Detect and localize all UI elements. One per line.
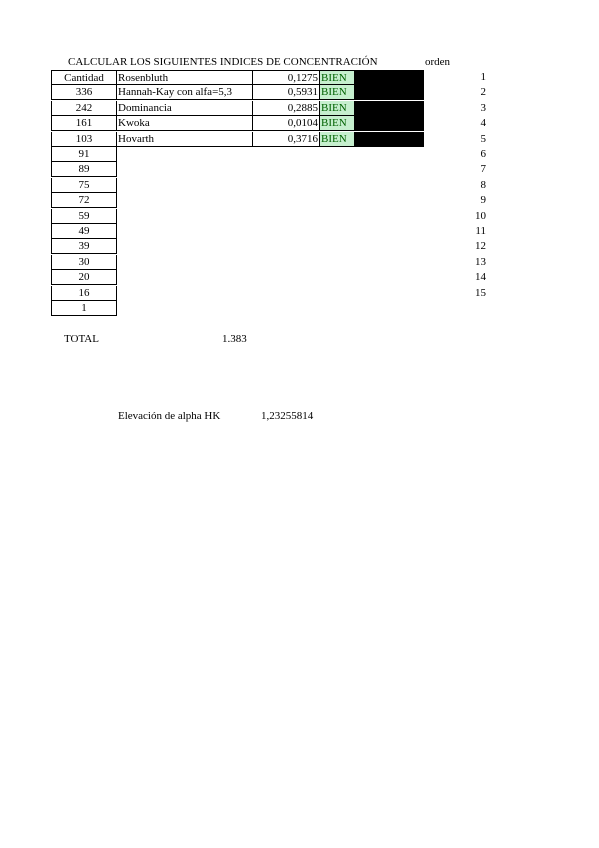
status-badge: BIEN	[320, 70, 354, 85]
orden-number: 7	[480, 163, 486, 176]
orden-number: 3	[480, 101, 486, 114]
quantity-cell: 1	[51, 301, 117, 316]
status-badge: BIEN	[320, 101, 354, 116]
index-value-cell: 0,2885	[252, 101, 320, 116]
orden-number: 9	[480, 194, 486, 207]
filled-cell	[354, 132, 424, 147]
alpha-value: 1,23255814	[261, 410, 314, 422]
orden-number: 5	[480, 132, 486, 145]
index-name-cell: Dominancia	[116, 101, 253, 116]
status-badge: BIEN	[320, 116, 354, 131]
quantity-header: Cantidad	[51, 70, 117, 85]
quantity-cell: 242	[51, 101, 117, 116]
orden-number: 12	[475, 240, 486, 253]
quantity-cell: 72	[51, 193, 117, 208]
quantity-cell: 75	[51, 178, 117, 193]
orden-number: 1	[480, 71, 486, 83]
orden-number: 13	[475, 255, 486, 268]
quantity-cell: 59	[51, 209, 117, 224]
index-value-cell: 0,5931	[252, 85, 320, 100]
index-value-cell: 0,3716	[252, 132, 320, 147]
index-value-cell: 0,1275	[252, 70, 320, 85]
status-badge: BIEN	[320, 132, 354, 147]
sheet-title: CALCULAR LOS SIGUIENTES INDICES DE CONCENTRACIÓN	[68, 56, 378, 68]
quantity-cell: 16	[51, 286, 117, 301]
quantity-cell: 30	[51, 255, 117, 270]
quantity-cell: 91	[51, 147, 117, 162]
quantity-cell: 20	[51, 270, 117, 285]
index-name-cell: Hannah-Kay con alfa=5,3	[116, 85, 253, 100]
quantity-cell: 49	[51, 224, 117, 239]
orden-number: 2	[480, 86, 486, 99]
quantity-cell: 336	[51, 85, 117, 100]
orden-number: 15	[475, 286, 486, 299]
quantity-cell: 103	[51, 132, 117, 147]
quantity-cell: 161	[51, 116, 117, 131]
index-name-cell: Rosenbluth	[116, 70, 253, 85]
orden-number: 6	[480, 148, 486, 160]
orden-number: 4	[480, 117, 486, 130]
index-value-cell: 0,0104	[252, 116, 320, 131]
quantity-cell: 89	[51, 162, 117, 177]
index-name-cell: Kwoka	[116, 116, 253, 131]
filled-cell	[354, 70, 424, 85]
total-label: TOTAL	[64, 333, 99, 345]
alpha-label: Elevación de alpha HK	[118, 410, 221, 422]
orden-number: 14	[475, 271, 486, 284]
orden-number: 11	[475, 225, 486, 237]
filled-cell	[354, 101, 424, 116]
index-name-cell: Hovarth	[116, 132, 253, 147]
filled-cell	[354, 85, 424, 100]
status-badge: BIEN	[320, 85, 354, 100]
total-value: 1.383	[222, 333, 247, 345]
orden-header: orden	[425, 56, 451, 68]
orden-number: 8	[480, 178, 486, 191]
quantity-cell: 39	[51, 239, 117, 254]
filled-cell	[354, 116, 424, 131]
orden-number: 10	[475, 209, 486, 222]
